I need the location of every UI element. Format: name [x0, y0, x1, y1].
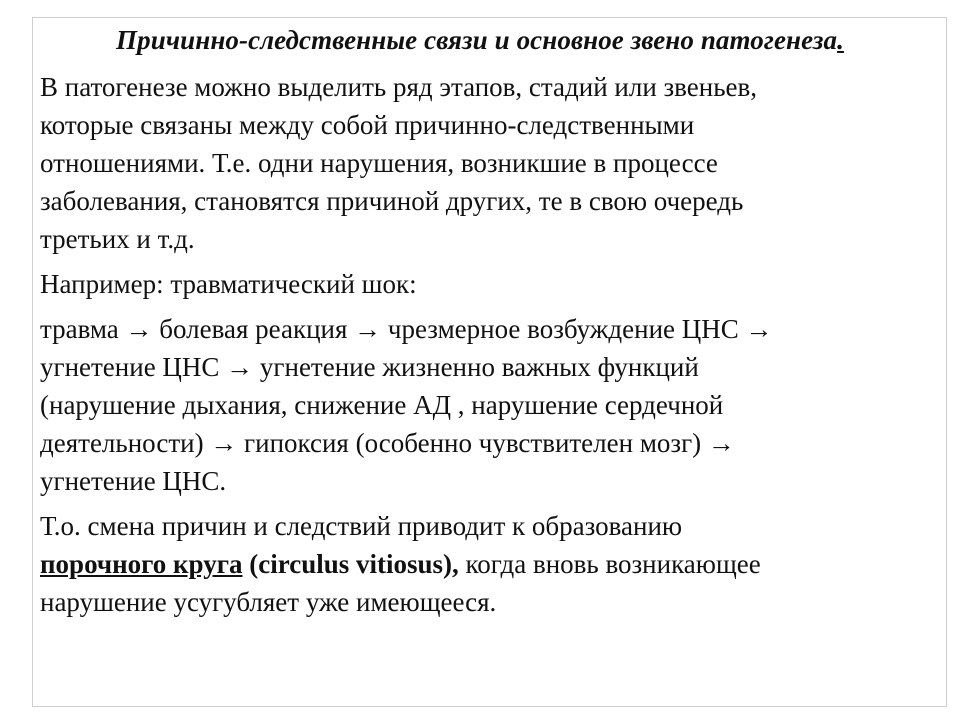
- chain-line-4: деятельности) → гипоксия (особенно чувствителен мозг) →: [40, 428, 735, 458]
- chain-line-3: (нарушение дыхания, снижение АД , нарушение сердечной: [40, 390, 724, 420]
- conclusion-line-2-rest: когда вновь возникающее: [458, 549, 761, 579]
- chain-line-1: травма → болевая реакция → чрезмерное возбуждение ЦНС →: [40, 314, 773, 344]
- slide-body: [40, 68, 945, 628]
- conclusion-line-3: нарушение усугубляет уже имеющееся.: [40, 587, 497, 617]
- vicious-circle-term: порочного круга: [40, 549, 243, 579]
- example-label: Например: травматический шок:: [40, 269, 417, 299]
- intro-paragraph: [40, 68, 945, 258]
- conclusion-line-1: Т.о. смена причин и следствий приводит к образованию: [40, 511, 683, 541]
- chain-line-5: угнетение ЦНС.: [40, 466, 227, 496]
- conclusion-line-2: [40, 545, 945, 583]
- intro-line-3: отношениями. Т.е. одни нарушения, возникшие в процессе: [40, 148, 718, 178]
- conclusion-paragraph: [40, 507, 945, 621]
- slide-title-period: .: [837, 25, 844, 55]
- chain-paragraph: [40, 310, 945, 500]
- intro-line-5: третьих и т.д.: [40, 224, 195, 254]
- example-paragraph: [40, 265, 945, 303]
- chain-line-2: угнетение ЦНС → угнетение жизненно важных функций: [40, 352, 699, 382]
- intro-line-1: В патогенезе можно выделить ряд этапов, стадий или звеньев,: [40, 72, 758, 102]
- latin-term: (circulus vitiosus),: [242, 549, 459, 579]
- slide-title: [0, 25, 960, 56]
- intro-line-2: которые связаны между собой причинно-следственными: [40, 110, 695, 140]
- intro-line-4: заболевания, становятся причиной других, те в свою очередь: [40, 186, 744, 216]
- slide-title-text: Причинно-следственные связи и основное звено патогенеза: [116, 25, 838, 55]
